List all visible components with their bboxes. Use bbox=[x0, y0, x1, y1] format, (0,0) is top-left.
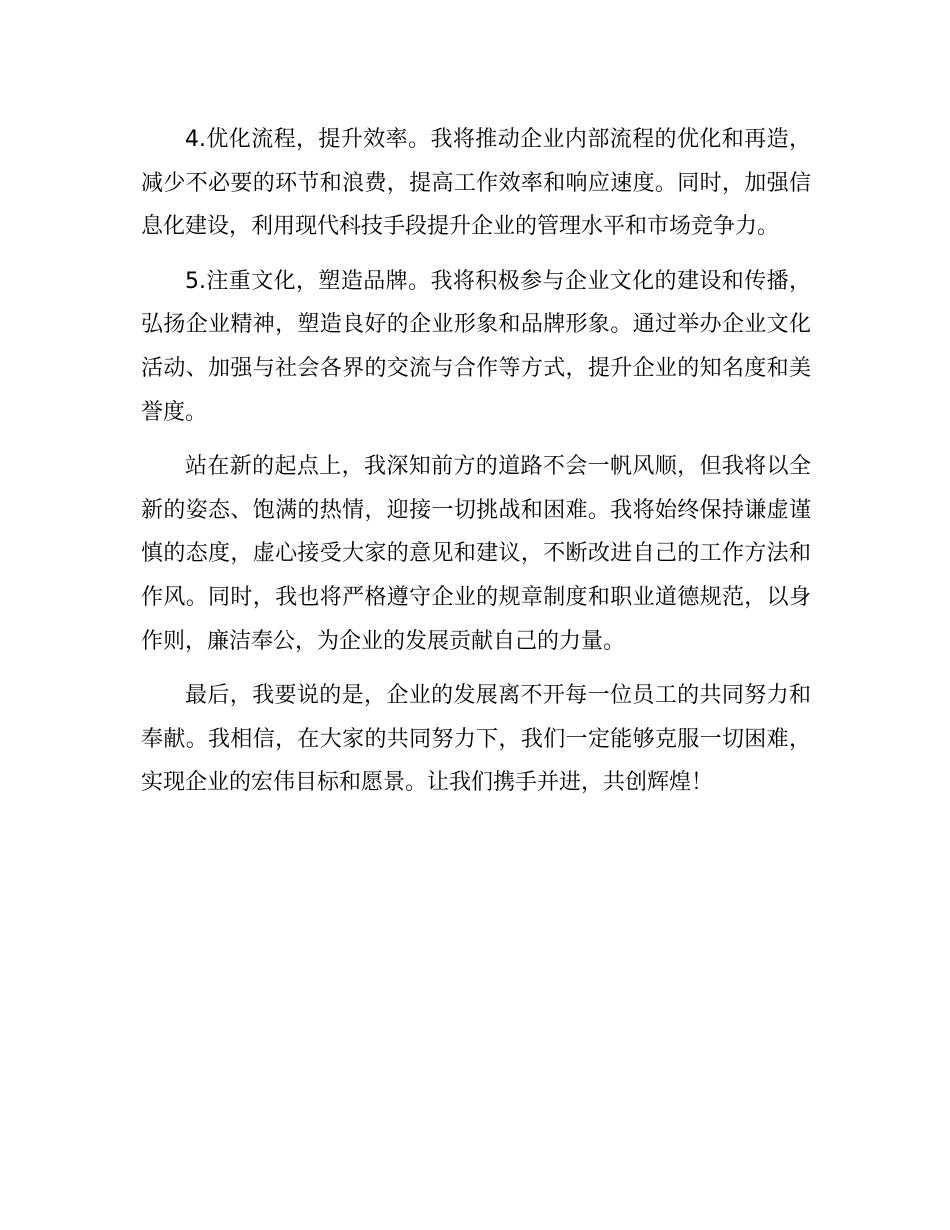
paragraph-optimize-process: 4.优化流程，提升效率。我将推动企业内部流程的优化和再造，减少不必要的环节和浪费，提高工作效率和响应速度。同时，加强信息化建设，利用现代科技手段提升企业的管理水平和市场竞争力。 bbox=[141, 127, 811, 240]
paragraph-closing: 最后，我要说的是，企业的发展离不开每一位员工的共同努力和奉献。我相信，在大家的共同努力下，我们一定能够克服一切困难，实现企业的宏伟目标和愿景。让我们携手并进，共创辉煌！ bbox=[141, 683, 811, 796]
document-body bbox=[141, 118, 811, 816]
paragraph-culture-brand: 5.注重文化，塑造品牌。我将积极参与企业文化的建设和传播，弘扬企业精神，塑造良好的企业形象和品牌形象。通过举办企业文化活动、加强与社会各界的交流与合作等方式，提升企业的知名度和美誉度。 bbox=[141, 268, 811, 425]
paragraph-new-starting-point: 站在新的起点上，我深知前方的道路不会一帆风顺，但我将以全新的姿态、饱满的热情，迎接一切挑战和困难。我将始终保持谦虚谨慎的态度，虚心接受大家的意见和建议，不断改进自己的工作方法和作风。同时，我也将严格遵守企业的规章制度和职业道德规范，以身作则，廉洁奉公，为企业的发展贡献自己的力量。 bbox=[141, 454, 811, 654]
